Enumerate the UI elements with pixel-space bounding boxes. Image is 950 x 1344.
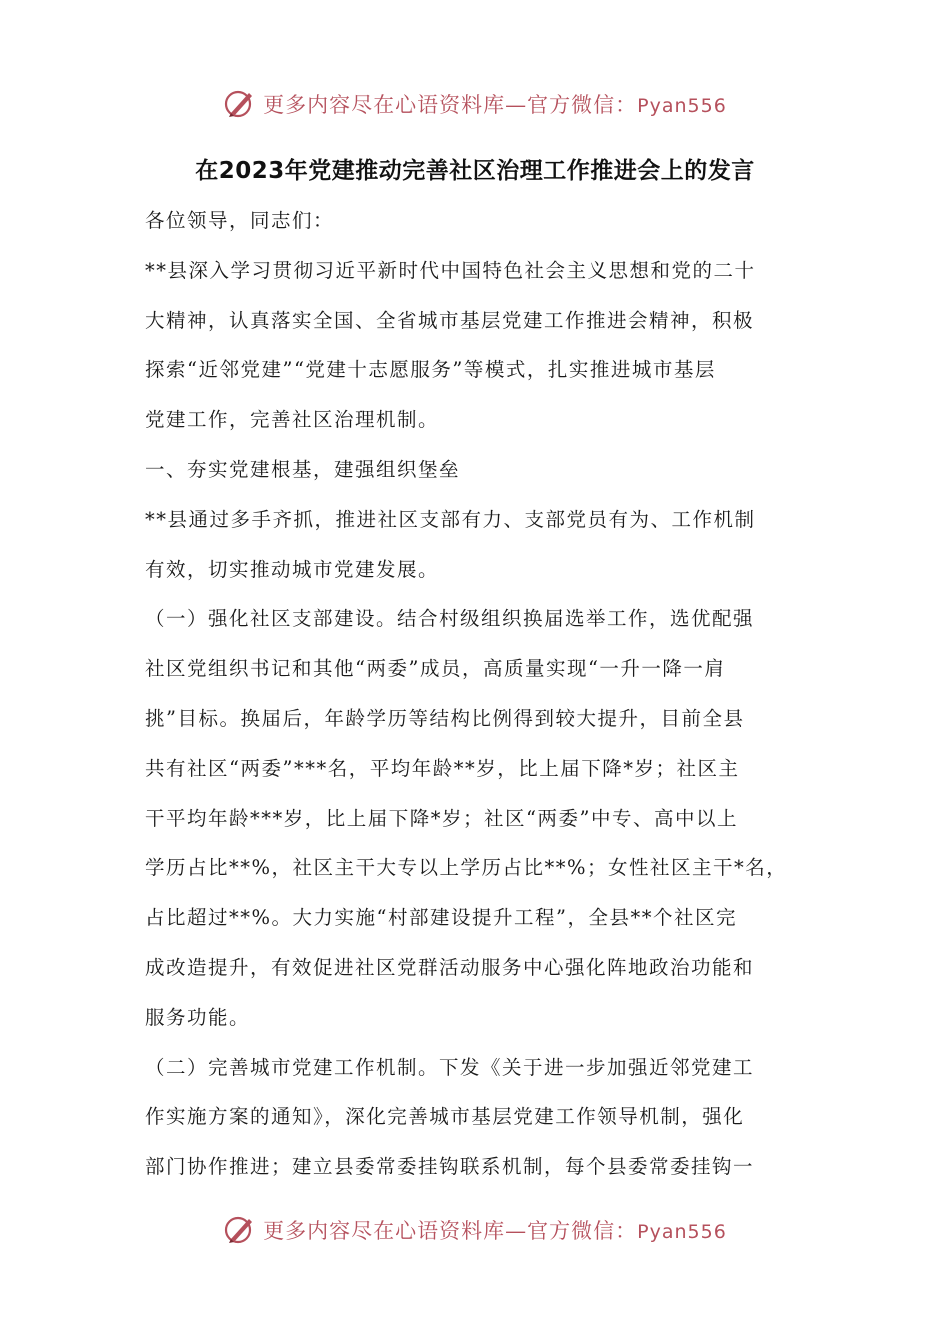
body-line: 部门协作推进；建立县委常委挂钩联系机制，每个县委常委挂钩一 xyxy=(145,1155,755,1179)
body-line: 作实施方案的通知》，深化完善城市基层党建工作领导机制，强化 xyxy=(145,1105,745,1129)
watermark-text: 更多内容尽在心语资料库—官方微信：Pyan556 xyxy=(263,93,727,117)
body-line: **县深入学习贯彻习近平新时代中国特色社会主义思想和党的二十 xyxy=(145,258,756,282)
body-line: （一）强化社区支部建设。结合村级组织换届选举工作，选优配强 xyxy=(145,607,755,631)
body-line: （二）完善城市党建工作机制。下发《关于进一步加强近邻党建工 xyxy=(145,1055,755,1079)
body-line: 有效，切实推动城市党建发展。 xyxy=(145,557,440,581)
watermark-banner-bottom xyxy=(0,1210,950,1250)
body-line: 社区党组织书记和其他“两委”成员，高质量实现“一升一降一肩 xyxy=(145,657,726,681)
body-line: 干平均年龄***岁，比上届下降*岁；社区“两委”中专、高中以上 xyxy=(145,806,738,830)
pen-logo-icon xyxy=(223,1213,257,1247)
body-line: 大精神，认真落实全国、全省城市基层党建工作推进会精神，积极 xyxy=(145,308,755,332)
body-line: 各位领导，同志们： xyxy=(145,209,335,232)
document-title: 在2023年党建推动完善社区治理工作推进会上的发言 xyxy=(195,158,755,184)
watermark-banner-top xyxy=(0,84,950,124)
section-heading: 一、夯实党建根基，建强组织堡垒 xyxy=(145,457,461,481)
watermark-text: 更多内容尽在心语资料库—官方微信：Pyan556 xyxy=(263,1219,727,1243)
body-line: 学历占比**%，社区主干大专以上学历占比**%；女性社区主干*名， xyxy=(145,856,788,880)
body-line: 服务功能。 xyxy=(145,1005,251,1029)
body-line: **县通过多手齐抓，推进社区支部有力、支部党员有为、工作机制 xyxy=(145,507,756,531)
body-line: 成改造提升，有效促进社区党群活动服务中心强化阵地政治功能和 xyxy=(145,955,755,979)
body-line: 占比超过**%。大力实施“村部建设提升工程”，全县**个社区完 xyxy=(145,906,737,930)
body-line: 探索“近邻党建”“党建十志愿服务”等模式，扎实推进城市基层 xyxy=(145,358,716,382)
body-line: 党建工作，完善社区治理机制。 xyxy=(145,408,440,432)
body-line: 共有社区“两委”***名，平均年龄**岁，比上届下降*岁；社区主 xyxy=(145,756,740,780)
pen-logo-icon xyxy=(223,87,257,121)
body-line: 挑”目标。换届后，年龄学历等结构比例得到较大提升，目前全县 xyxy=(145,706,745,730)
document-body xyxy=(145,196,810,1192)
